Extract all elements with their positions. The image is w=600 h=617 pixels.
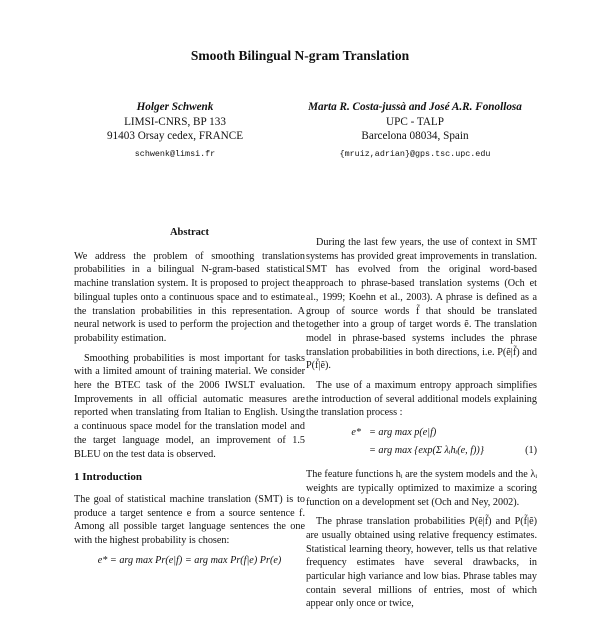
left-column xyxy=(74,226,305,573)
author-affiliation: UPC - TALP xyxy=(386,115,444,128)
author-names: Holger Schwenk xyxy=(136,101,214,113)
equation-rhs: = arg max {exp(Σ λᵢhᵢ(e, f))} xyxy=(369,445,484,457)
author-address: 91403 Orsay cedex, FRANCE xyxy=(106,130,244,142)
author-block-2 xyxy=(285,100,545,161)
author-affiliation: LIMSI-CNRS, BP 133 xyxy=(124,115,226,128)
body-paragraph: During the last few years, the use of context in SMT systems has provided great improvements in translation. SMT has evolved from the original word-based approach to phrase-based translation systems (Och et al., 1999; Koehn et al., 2003). A phrase is defined as a group of source words f̃ that should be translated together into a group of target words ẽ. The translation model in phrase-based systems includes the phrase translation probabilities in both directions, i.e. P(ẽ|f̃) and P(f̃|ẽ). xyxy=(306,237,537,372)
section-heading: 1 Introduction xyxy=(74,471,142,484)
right-column xyxy=(306,236,537,617)
author-address: Barcelona 08034, Spain xyxy=(361,130,469,142)
equation-line xyxy=(306,426,537,444)
author-names: Marta R. Costa-jussà and José A.R. Fonollosa xyxy=(308,101,522,113)
equation-1 xyxy=(306,426,537,462)
abstract-paragraph: Smoothing probabilities is most important for tasks with a limited amount of training material. We consider here the BTEC task of the 2006 IWSLT evaluation. Improvements in all official automatic measures are reported when translating from Italian to English. Using a continuous space model for the translation model and the target language model, an improvement of 1.5 BLEU on the test data is observed. xyxy=(74,352,305,460)
body-paragraph: The feature functions hᵢ are the system models and the λᵢ weights are typically optimized to maximize a scoring function on a development set (Och and Ney, 2002). xyxy=(306,469,537,508)
equation-rhs: = arg max p(e|f) xyxy=(369,427,437,439)
author-email: {mruiz,adrian}@gps.tsc.upc.edu xyxy=(339,148,491,159)
author-block-1 xyxy=(75,100,275,161)
equation-number: (1) xyxy=(525,445,537,457)
equation-lhs: e* xyxy=(351,427,361,439)
equation-line xyxy=(306,444,537,462)
body-paragraph: The phrase translation probabilities P(ẽ|f̃) and P(f̃|ẽ) are usually obtained using relative frequency estimates. Statistical learning theory, however, tells us that relative frequency estimates have several drawbacks, in particular high variance and low bias. Phrase tables may contain several millions of entries, most of which appear only once or twice, xyxy=(306,516,537,610)
body-paragraph: The goal of statistical machine translation (SMT) is to produce a target sentence e from a source sentence f. Among all possible target language sentences the one with the highest probability is chosen: xyxy=(74,493,305,547)
author-email: schwenk@limsi.fr xyxy=(134,148,216,159)
paper-title: Smooth Bilingual N-gram Translation xyxy=(190,48,410,63)
abstract-paragraph: We address the problem of smoothing translation probabilities in a bilingual N-gram-based statistical machine translation system. It is proposed to project the bilingual tuples onto a continuous space and to estimate the translation probabilities in this representation. A neural network is used to perform the projection and the probability estimation. xyxy=(74,250,305,344)
body-paragraph: The use of a maximum entropy approach simplifies the introduction of several additional models explaining the translation process : xyxy=(306,380,537,419)
abstract-heading: Abstract xyxy=(169,227,210,238)
intro-equation: e* = arg max Pr(e|f) = arg max Pr(f|e) Pr(e) xyxy=(97,554,282,566)
